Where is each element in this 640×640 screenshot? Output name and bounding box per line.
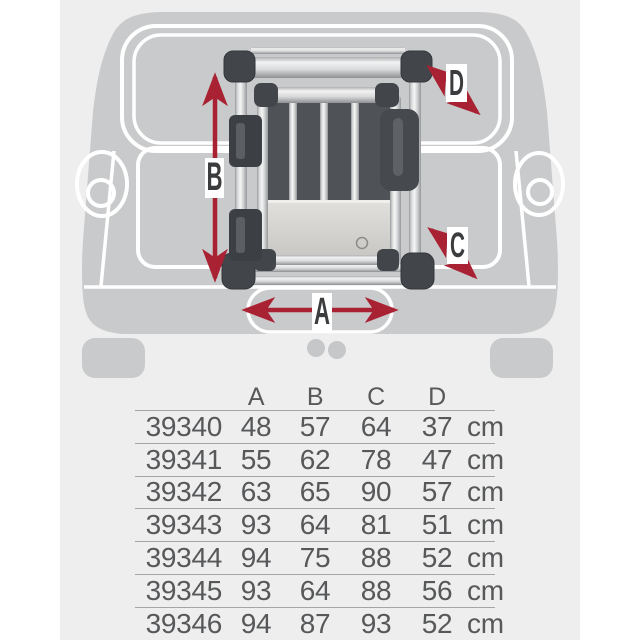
cell-d: 57	[421, 476, 453, 508]
cell-a: 63	[240, 476, 272, 508]
header-d: D	[428, 382, 446, 411]
dimension-label-b	[205, 155, 224, 199]
cell-article: 39343	[145, 509, 222, 541]
cell-article: 39340	[145, 410, 222, 442]
cell-a: 48	[240, 410, 272, 442]
car-crate-diagram	[60, 0, 580, 390]
dimension-label-a-text: A	[314, 291, 330, 333]
crate-door-corner-top-right	[375, 83, 399, 107]
dimension-label-a	[312, 291, 332, 333]
cell-b: 87	[299, 607, 331, 639]
cell-b: 64	[299, 574, 331, 606]
cell-unit: cm	[467, 476, 504, 508]
cell-d: 52	[421, 542, 453, 574]
dimension-label-d	[446, 62, 467, 103]
cell-unit: cm	[467, 410, 504, 442]
crate-door-interior	[267, 100, 393, 204]
exhaust-pipe-right	[328, 341, 346, 359]
cell-unit: cm	[467, 443, 504, 475]
crate-door-bottom-rail	[263, 255, 395, 265]
cell-b: 64	[299, 509, 331, 541]
table-row	[135, 443, 504, 477]
cell-c: 90	[360, 476, 392, 508]
cell-d: 47	[421, 443, 453, 475]
right-wheel	[490, 338, 553, 378]
table-row	[135, 574, 504, 608]
dimension-label-b-text: B	[206, 155, 223, 199]
cell-unit: cm	[467, 607, 504, 639]
crate-door-bar-2	[320, 100, 328, 204]
cell-article: 39341	[145, 443, 222, 475]
crate-corner-top-left	[224, 51, 255, 82]
table-row	[135, 509, 504, 542]
cell-article: 39342	[145, 476, 222, 508]
crate-hinge-upper	[229, 115, 262, 167]
cell-c: 81	[360, 509, 392, 541]
product-dimensions-infographic	[60, 0, 580, 640]
cell-unit: cm	[467, 509, 504, 541]
size-table-header-row	[135, 384, 495, 411]
cell-c: 88	[360, 574, 392, 606]
crate-door-corner-bottom-right	[377, 249, 399, 271]
cell-article: 39346	[145, 607, 222, 639]
header-c: C	[367, 382, 385, 411]
crate-bottom-tube-lower	[240, 276, 416, 285]
cell-c: 78	[360, 443, 392, 475]
dimension-label-c	[447, 226, 468, 265]
dimension-label-c-text: C	[450, 226, 465, 265]
table-row	[135, 607, 504, 640]
crate-door-corner-top-left	[254, 83, 278, 107]
crate-door-panel-highlight	[267, 200, 393, 203]
left-wheel	[82, 338, 145, 378]
cell-a: 93	[240, 574, 272, 606]
crate-top-crossbar	[251, 47, 405, 54]
crate-top-bar	[239, 57, 417, 78]
cell-c: 88	[360, 542, 392, 574]
crate-door-bar-1	[289, 100, 297, 204]
dimension-label-d-text: D	[449, 62, 464, 103]
cell-article: 39344	[145, 542, 222, 574]
cell-b: 75	[299, 542, 331, 574]
cell-unit: cm	[467, 574, 504, 606]
cell-b: 57	[299, 410, 331, 442]
cell-b: 62	[299, 443, 331, 475]
cell-b: 65	[299, 476, 331, 508]
cell-article: 39345	[145, 574, 222, 606]
cell-a: 94	[240, 542, 272, 574]
table-row	[135, 542, 504, 575]
crate-corner-bottom-right	[401, 253, 434, 289]
cell-a: 94	[240, 607, 272, 639]
crate-handle	[380, 109, 419, 191]
header-a: A	[247, 382, 265, 411]
cell-d: 51	[421, 509, 453, 541]
crate-corner-top-right	[401, 51, 432, 82]
header-b: B	[306, 382, 324, 411]
cell-c: 93	[360, 607, 392, 639]
cell-a: 55	[240, 443, 272, 475]
cell-c: 64	[360, 410, 392, 442]
crate-door-bar-3	[351, 100, 359, 204]
cell-unit: cm	[467, 542, 504, 574]
cell-a: 93	[240, 509, 272, 541]
size-table	[135, 382, 504, 640]
cell-d: 37	[421, 410, 453, 442]
cell-d: 52	[421, 607, 453, 639]
cell-d: 56	[421, 574, 453, 606]
crate-door-panel	[267, 200, 393, 260]
exhaust-pipe-left	[307, 339, 325, 357]
table-row	[135, 476, 504, 510]
crate-hinge-lower	[229, 209, 262, 261]
table-row	[135, 410, 504, 444]
